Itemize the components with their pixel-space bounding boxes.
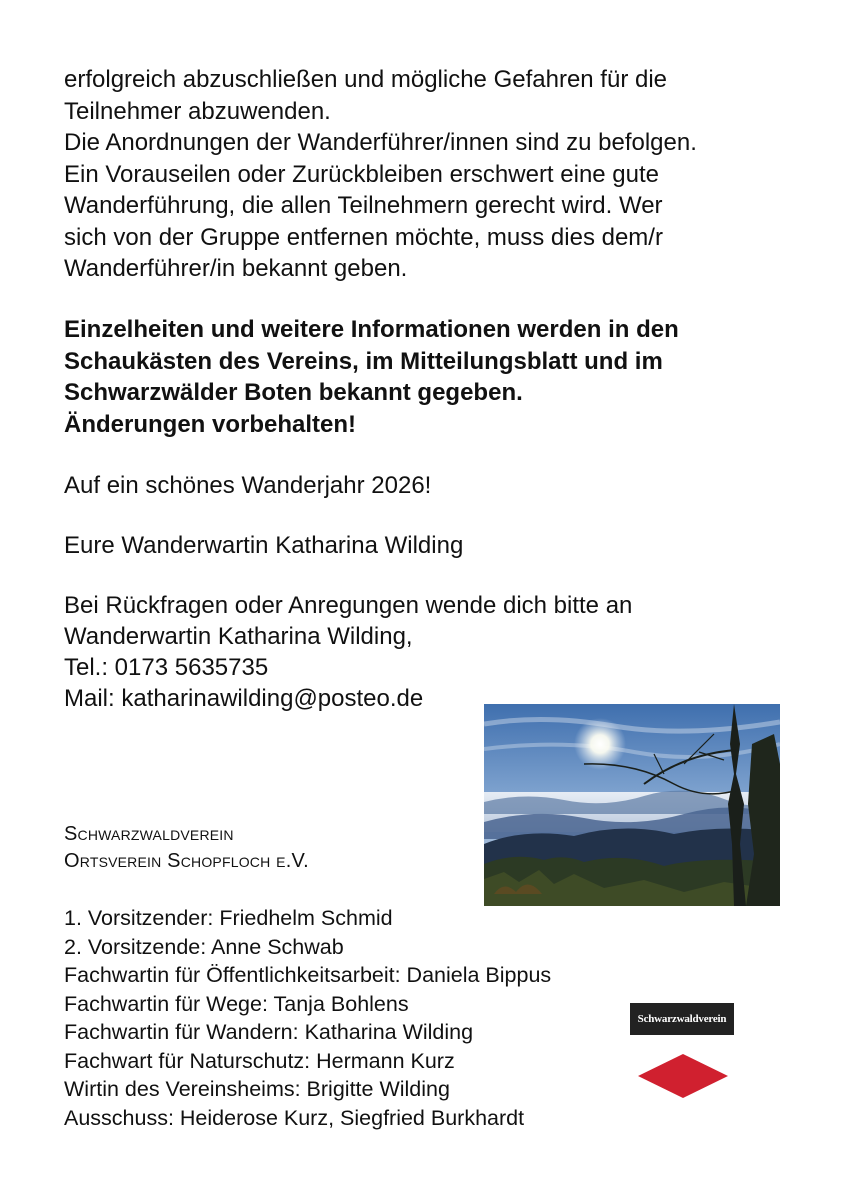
contact-intro: Bei Rückfragen oder Anregungen wende dich bitte an (64, 592, 633, 619)
intro-line: Wanderführung, die allen Teilnehmern gerecht wird. Wer (64, 192, 663, 219)
organization-branch: Ortsverein Schopfloch e.V. (64, 850, 309, 872)
board-member: Fachwartin für Wandern: Katharina Wilding (64, 1020, 474, 1044)
board-member: Fachwartin für Wege: Tanja Bohlens (64, 991, 409, 1016)
contact-name: Wanderwartin Katharina Wilding, (64, 623, 413, 650)
intro-line: sich von der Gruppe entfernen möchte, muss dies dem/r (64, 223, 663, 251)
intro-line: Die Anordnungen der Wanderführer/innen sind zu befolgen. (64, 129, 697, 156)
diamond-logo-icon (638, 1052, 728, 1100)
board-member: 1. Vorsitzender: Friedhelm Schmid (64, 906, 393, 930)
notice-paragraph (64, 314, 805, 440)
intro-paragraph (64, 64, 805, 285)
board-member: Wirtin des Vereinsheims: Brigitte Wilding (64, 1077, 450, 1101)
intro-line: Wanderführer/in bekannt geben. (64, 255, 408, 282)
notice-line: Schwarzwälder Boten bekannt gegeben. (64, 379, 523, 406)
board-member: Fachwartin für Öffentlichkeitsarbeit: Daniela Bippus (64, 963, 552, 987)
board-member: 2. Vorsitzende: Anne Schwab (64, 934, 344, 959)
intro-line: erfolgreich abzuschließen und mögliche Gefahren für die (64, 66, 668, 93)
schwarzwaldverein-logo: Schwarzwaldverein (630, 1003, 734, 1035)
notice-line: Einzelheiten und weitere Informationen werden in den (64, 316, 679, 343)
intro-line: Ein Vorauseilen oder Zurückbleiben erschwert eine gute (64, 160, 660, 188)
board-member: Fachwart für Naturschutz: Hermann Kurz (64, 1048, 455, 1073)
organization-name: Schwarzwaldverein (64, 823, 234, 845)
contact-phone: Tel.: 0173 5635735 (64, 654, 269, 681)
board-member: Ausschuss: Heiderose Kurz, Siegfried Burkhardt (64, 1105, 525, 1130)
intro-line: Teilnehmer abzuwenden. (64, 97, 331, 125)
signature: Eure Wanderwartin Katharina Wilding (64, 532, 464, 559)
contact-email[interactable]: Mail: katharinawilding@posteo.de (64, 685, 424, 712)
greeting: Auf ein schönes Wanderjahr 2026! (64, 472, 432, 499)
forest-landscape-photo (484, 704, 780, 906)
notice-line: Schaukästen des Vereins, im Mitteilungsblatt und im (64, 347, 663, 375)
notice-line: Änderungen vorbehalten! (64, 410, 357, 438)
